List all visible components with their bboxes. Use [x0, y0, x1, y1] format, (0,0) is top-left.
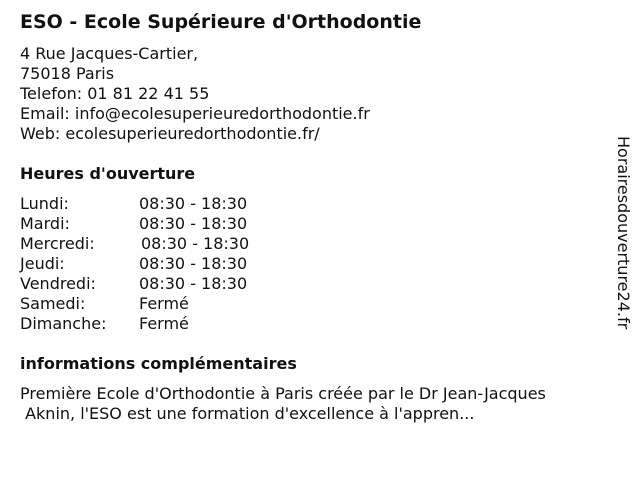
page-title: ESO - Ecole Supérieure d'Orthodontie	[20, 11, 422, 33]
day-label: Lundi:	[20, 194, 69, 213]
city-postal: 75018 Paris	[20, 64, 115, 83]
description-line: Aknin, l'ESO est une formation d'excellence à l'appren...	[20, 404, 475, 423]
day-hours: 08:30 - 18:30	[139, 194, 248, 213]
day-hours: 08:30 - 18:30	[139, 254, 248, 273]
website: Web: ecolesuperieuredorthodontie.fr/	[20, 124, 320, 143]
description-line: Première Ecole d'Orthodontie à Paris créée par le Dr Jean-Jacques	[20, 384, 546, 403]
day-label: Dimanche:	[20, 314, 107, 333]
day-label: Jeudi:	[20, 254, 65, 273]
street-address: 4 Rue Jacques-Cartier,	[20, 44, 199, 63]
address-block	[20, 44, 370, 144]
hours-row-sunday	[20, 314, 249, 334]
hours-heading: Heures d'ouverture	[20, 164, 196, 183]
hours-row-saturday	[20, 294, 249, 314]
day-hours: 08:30 - 18:30	[141, 234, 250, 253]
day-hours: 08:30 - 18:30	[139, 274, 248, 293]
hours-row-tuesday	[20, 214, 249, 234]
info-heading: informations complémentaires	[20, 354, 297, 373]
hours-row-wednesday	[20, 234, 249, 254]
day-hours: Fermé	[139, 314, 189, 333]
description-text	[20, 384, 610, 424]
hours-row-friday	[20, 274, 249, 294]
site-watermark: Horairesdouverture24.fr	[614, 136, 633, 330]
hours-row-monday	[20, 194, 249, 214]
day-hours: Fermé	[139, 294, 189, 313]
hours-row-thursday	[20, 254, 249, 274]
phone-number: Telefon: 01 81 22 41 55	[20, 84, 210, 103]
day-hours: 08:30 - 18:30	[139, 214, 248, 233]
email-address: Email: info@ecolesuperieuredorthodontie.fr	[20, 104, 370, 123]
opening-hours-list	[20, 194, 249, 334]
day-label: Vendredi:	[20, 274, 96, 293]
day-label: Mercredi:	[20, 234, 95, 253]
day-label: Samedi:	[20, 294, 86, 313]
day-label: Mardi:	[20, 214, 70, 233]
